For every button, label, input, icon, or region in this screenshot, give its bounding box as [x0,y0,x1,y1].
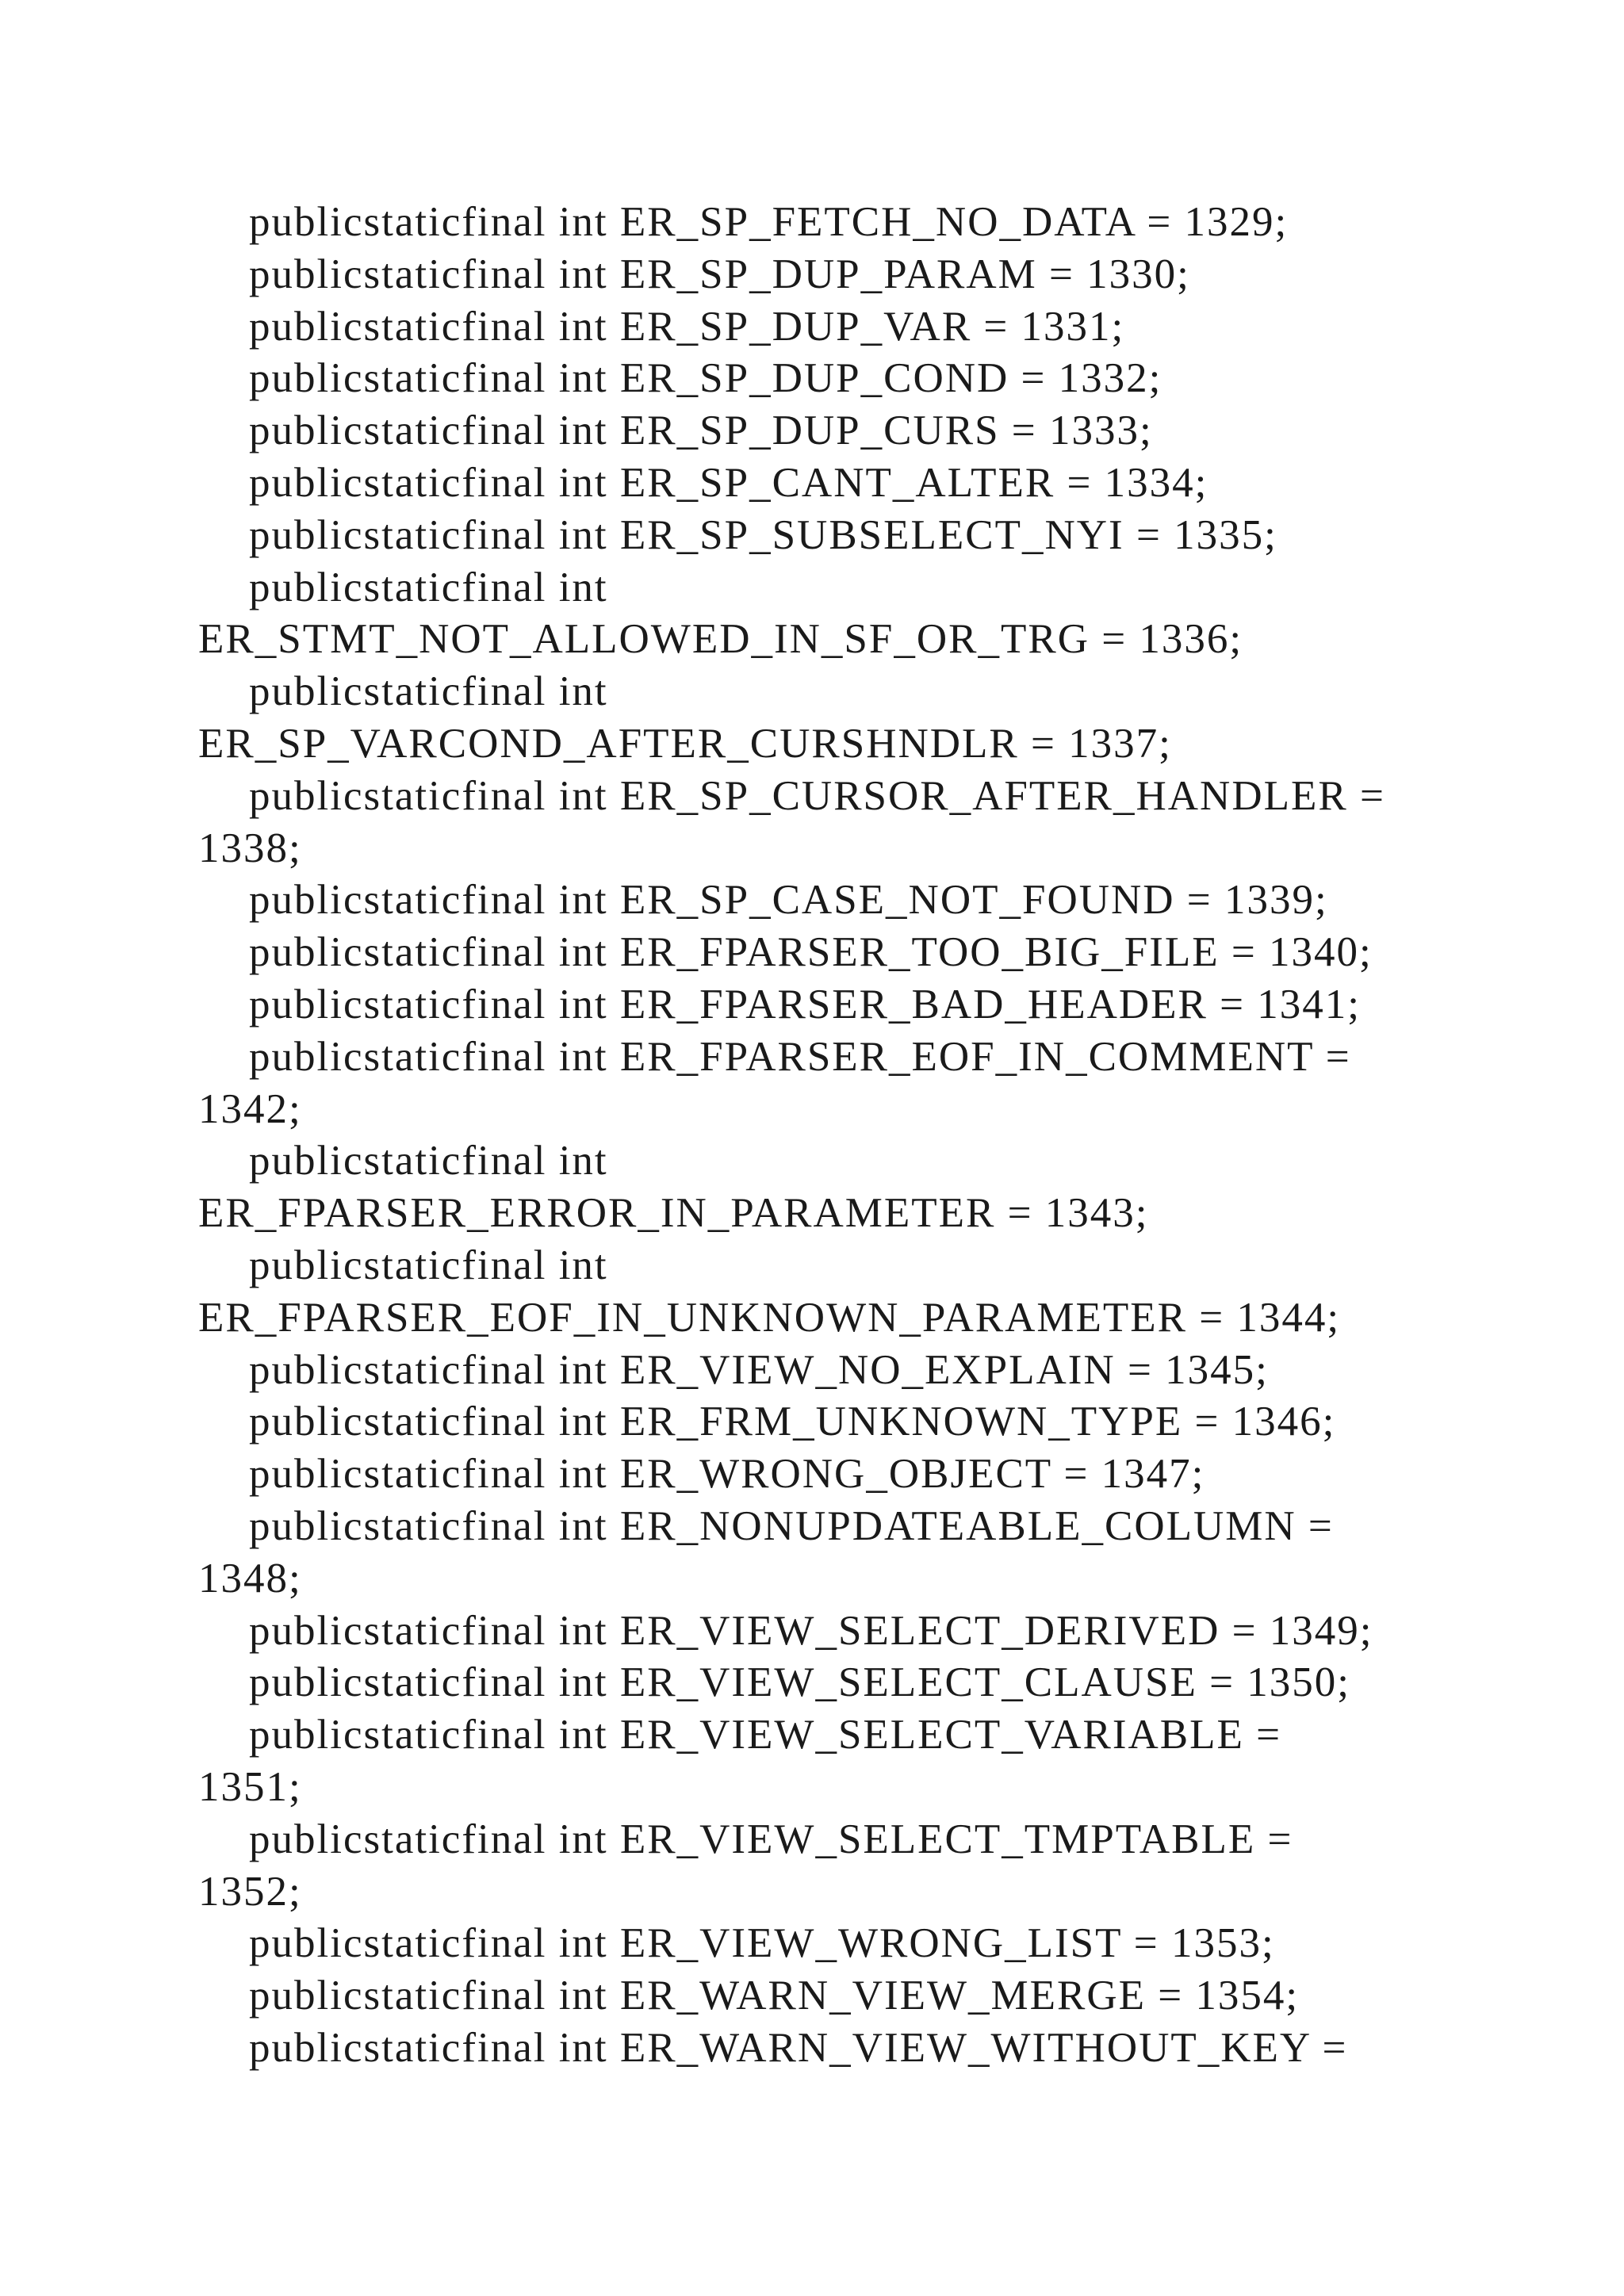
code-line: publicstaticfinal int ER_VIEW_SELECT_DERIVED = 1349; [249,1607,1373,1654]
code-line: 1351; [198,1763,302,1810]
code-line: publicstaticfinal int [249,668,608,715]
code-line: publicstaticfinal int ER_FPARSER_BAD_HEADER = 1341; [249,981,1361,1027]
code-line: ER_FPARSER_EOF_IN_UNKNOWN_PARAMETER = 1344; [198,1294,1341,1341]
code-line: publicstaticfinal int ER_SP_CURSOR_AFTER_HANDLER = [249,772,1385,819]
code-line: 1348; [198,1555,302,1601]
code-line: 1352; [198,1868,302,1915]
code-line: publicstaticfinal int ER_VIEW_SELECT_VARIABLE = [249,1712,1282,1758]
code-line: publicstaticfinal int ER_VIEW_SELECT_CLAUSE = 1350; [249,1659,1351,1706]
code-line: publicstaticfinal int ER_NONUPDATEABLE_COLUMN = [249,1502,1334,1549]
code-line: publicstaticfinal int ER_SP_SUBSELECT_NYI = 1335; [249,511,1277,558]
code-line: ER_STMT_NOT_ALLOWED_IN_SF_OR_TRG = 1336; [198,616,1243,663]
code-line: publicstaticfinal int [249,564,608,610]
code-line: publicstaticfinal int ER_SP_DUP_VAR = 1331; [249,303,1125,350]
code-line: publicstaticfinal int ER_SP_FETCH_NO_DATA = 1329; [249,199,1289,245]
code-line: publicstaticfinal int ER_VIEW_SELECT_TMPTABLE = [249,1816,1293,1862]
code-line: publicstaticfinal int ER_FPARSER_EOF_IN_COMMENT = [249,1033,1351,1080]
code-line: publicstaticfinal int ER_VIEW_NO_EXPLAIN = 1345; [249,1346,1269,1393]
code-line: publicstaticfinal int [249,1138,608,1184]
code-line: publicstaticfinal int ER_SP_DUP_PARAM = 1330; [249,251,1190,297]
code-listing [198,197,1467,2075]
code-line: publicstaticfinal int [249,1242,608,1288]
code-line: publicstaticfinal int ER_FPARSER_TOO_BIG_FILE = 1340; [249,929,1373,976]
code-line: publicstaticfinal int ER_WRONG_OBJECT = 1347; [249,1451,1205,1498]
code-line: publicstaticfinal int ER_WARN_VIEW_WITHOUT_KEY = [249,2024,1348,2071]
code-line: ER_FPARSER_ERROR_IN_PARAMETER = 1343; [198,1190,1149,1237]
code-line: ER_SP_VARCOND_AFTER_CURSHNDLR = 1337; [198,720,1172,767]
code-line: publicstaticfinal int ER_SP_CANT_ALTER = 1334; [249,459,1208,506]
code-line: publicstaticfinal int ER_SP_DUP_CURS = 1333; [249,408,1153,454]
code-line: publicstaticfinal int ER_VIEW_WRONG_LIST = 1353; [249,1920,1275,1967]
code-line: publicstaticfinal int ER_WARN_VIEW_MERGE = 1354; [249,1973,1300,2019]
code-line: 1338; [198,825,302,871]
code-line: publicstaticfinal int ER_FRM_UNKNOWN_TYPE = 1346; [249,1399,1336,1445]
code-line: publicstaticfinal int ER_SP_DUP_COND = 1332; [249,355,1162,402]
code-line: publicstaticfinal int ER_SP_CASE_NOT_FOUND = 1339; [249,877,1328,924]
code-line: 1342; [198,1085,302,1132]
